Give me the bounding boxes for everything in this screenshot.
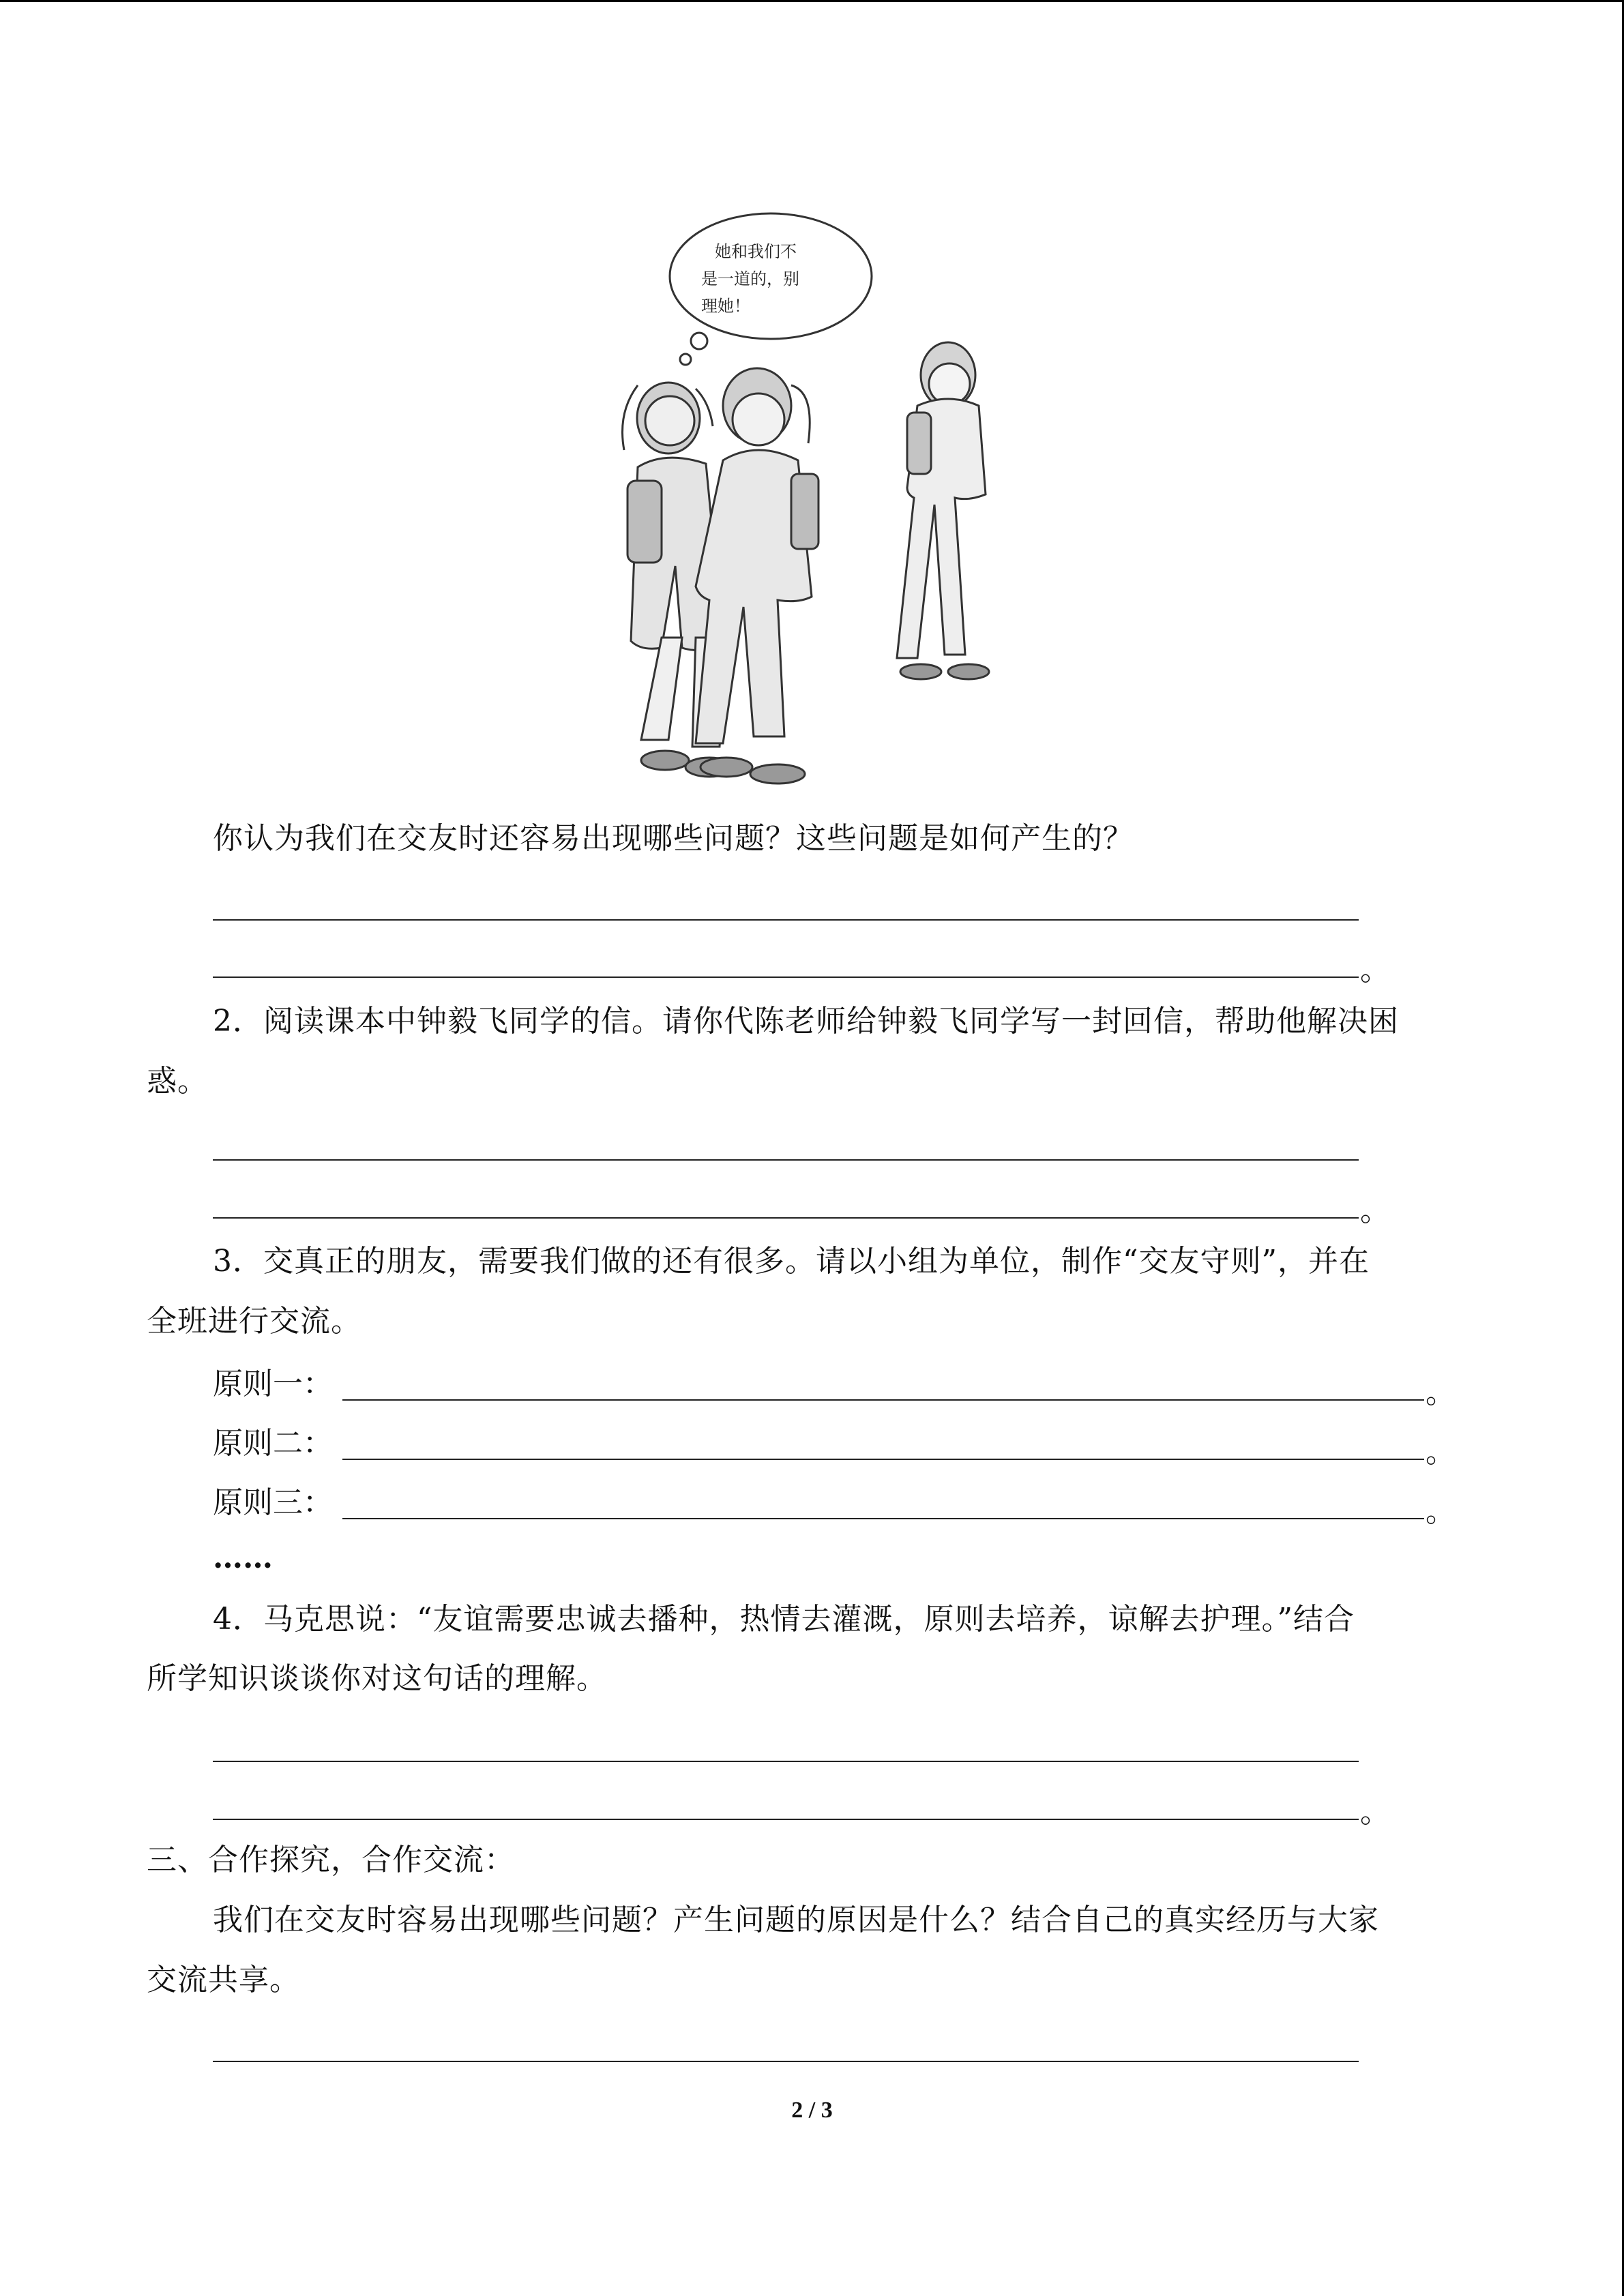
principle-3-label: 原则三： xyxy=(213,1485,333,1520)
period-mark: 。 xyxy=(1426,1494,1456,1529)
principle-1-label: 原则一： xyxy=(213,1367,333,1401)
ellipsis: …… xyxy=(213,1540,273,1575)
section-3-line-1: 我们在交友时容易出现哪些问题？产生问题的原因是什么？结合自己的真实经历与大家 xyxy=(213,1903,1379,1937)
answer-line[interactable] xyxy=(213,1819,1359,1820)
period-mark: 。 xyxy=(1426,1435,1456,1470)
answer-line[interactable] xyxy=(213,1761,1359,1762)
answer-line[interactable] xyxy=(213,1217,1359,1219)
period-mark: 。 xyxy=(1360,1795,1390,1830)
girl-right xyxy=(897,342,989,679)
question-2-line-1: 2．阅读课本中钟毅飞同学的信。请你代陈老师给钟毅飞同学写一封回信，帮助他解决困 xyxy=(213,1004,1399,1039)
period-mark: 。 xyxy=(1426,1375,1456,1410)
principle-3-answer-line[interactable] xyxy=(342,1518,1424,1519)
question-4-line-2: 所学知识谈谈你对这句话的理解。 xyxy=(147,1661,607,1696)
answer-line[interactable] xyxy=(213,976,1359,978)
section-3-line-2: 交流共享。 xyxy=(147,1963,300,1997)
period-mark: 。 xyxy=(1360,1193,1390,1228)
answer-line[interactable] xyxy=(213,2061,1359,2062)
section-3-title: 三、合作探究，合作交流： xyxy=(147,1843,515,1877)
question-3-line-1: 3．交真正的朋友，需要我们做的还有很多。请以小组为单位，制作“交友守则”，并在 xyxy=(213,1244,1370,1279)
period-mark: 。 xyxy=(1360,953,1390,987)
question-1-prompt: 你认为我们在交友时还容易出现哪些问题？这些问题是如何产生的？ xyxy=(213,821,1134,856)
bubble-text-1: 她和我们不 xyxy=(715,242,797,261)
question-2-line-2: 惑。 xyxy=(147,1064,208,1099)
principle-1-answer-line[interactable] xyxy=(342,1399,1424,1401)
principle-2-label: 原则二： xyxy=(213,1426,333,1461)
page-number: 2 / 3 xyxy=(791,2098,833,2123)
bubble-text-2: 是一道的，别 xyxy=(701,269,799,288)
question-4-line-1: 4．马克思说：“友谊需要忠诚去播种，热情去灌溉，原则去培养，谅解去护理。”结合 xyxy=(213,1602,1355,1637)
answer-line[interactable] xyxy=(213,919,1359,921)
girl-middle xyxy=(696,368,818,784)
question-3-line-2: 全班进行交流。 xyxy=(147,1304,361,1339)
thought-bubble xyxy=(670,213,872,365)
bubble-text-3: 理她！ xyxy=(701,297,750,316)
answer-line[interactable] xyxy=(213,1159,1359,1161)
students-illustration xyxy=(600,201,1023,794)
principle-2-answer-line[interactable] xyxy=(342,1459,1424,1460)
